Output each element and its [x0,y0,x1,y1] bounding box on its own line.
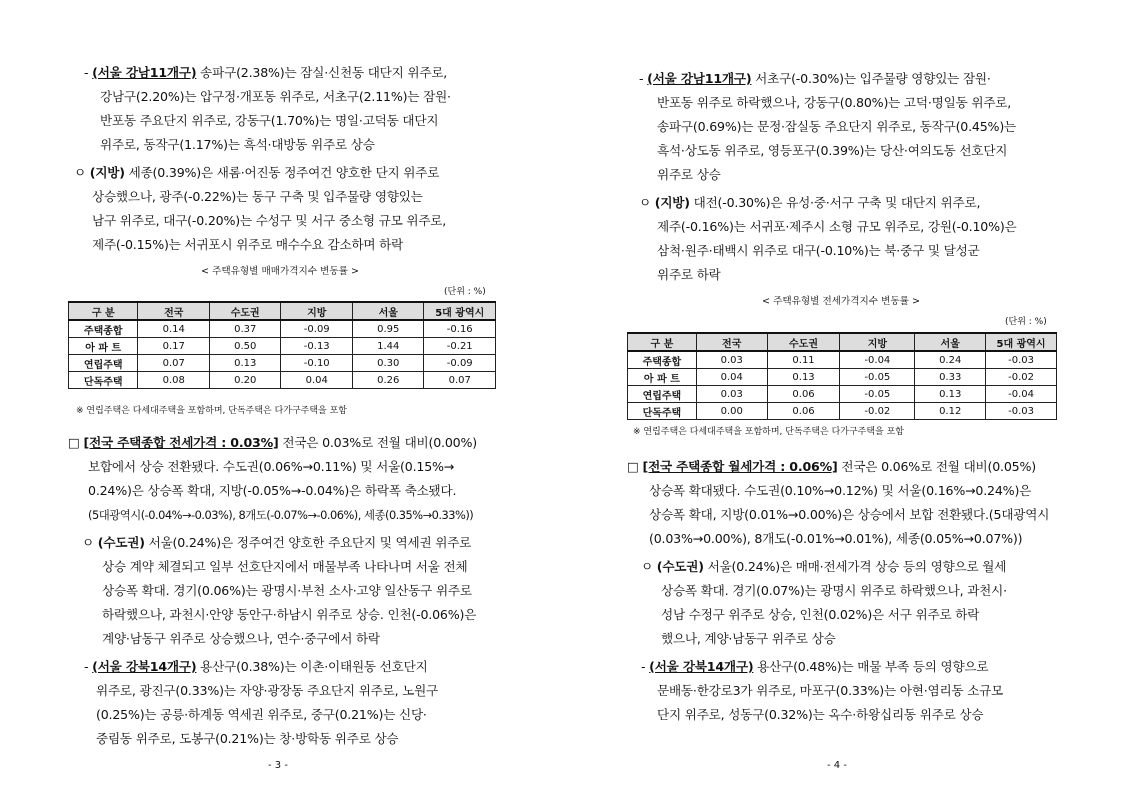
text-line: (0.25%)는 공릉·하계동 역세권 위주로, 중구(0.21%)는 신당· [96,707,427,722]
table-cell: 0.95 [352,320,424,338]
text-line: 보합에서 상승 전환됐다. 수도권(0.06%→0.11%) 및 서울(0.15%→ [88,459,455,474]
text-line: 단지 위주로, 성동구(0.32%)는 옥수·하왕십리동 위주로 상승 [657,707,984,722]
table-cell: 0.13 [767,369,840,386]
text-line: 위주로 하락 [657,267,721,282]
header-cell: 구 분 [69,302,138,320]
page-number: - 3 - [268,760,288,771]
table-cell: 0.14 [138,320,210,338]
page-4 [561,0,1121,793]
table-cell: 0.07 [138,355,210,372]
table-header-row [628,333,1057,351]
table-cell: 0.24 [915,351,986,369]
table-row [69,338,496,355]
text-line: 0.24%)은 상승폭 확대, 지방(-0.05%→-0.04%)은 하락폭 축소됐다. [88,483,457,498]
text-line: 하락했으나, 과천시·안양 동안구·하남시 위주로 상승. 인천(-0.06%)은 [102,607,477,622]
table-cell: 0.08 [138,372,210,389]
table-cell: 0.04 [696,369,767,386]
header-cell: 전국 [138,302,210,320]
text-line: 상승했으나, 광주(-0.22%)는 동구 구축 및 입주물량 영향있는 [92,189,423,204]
header-cell: 구 분 [628,333,697,351]
table-cell: 0.37 [209,320,281,338]
text-line: 위주로 상승 [657,167,721,182]
table-cell: -0.21 [424,338,496,355]
table-cell: 0.06 [767,386,840,403]
row-label: 연립주택 [69,355,138,372]
table-caption: < 주택유형별 전세가격지수 변동률 > [761,296,921,307]
header-cell: 수도권 [209,302,281,320]
text-line: 반포동 주요단지 위주로, 강동구(1.70%)는 명일·고덕동 대단지 [100,113,439,128]
table-cell: 1.44 [352,338,424,355]
text-line: 성남 수정구 위주로 상승, 인천(0.02%)은 서구 위주로 하락 [661,607,980,622]
jeonse-price-table [627,332,1057,420]
table-row [628,386,1057,403]
text-line: □ [전국 주택종합 전세가격 : 0.03%] 전국은 0.03%로 전월 대비(0.00%) [68,435,477,450]
table-cell: -0.16 [424,320,496,338]
table-cell: 0.26 [352,372,424,389]
table-cell: 0.11 [767,351,840,369]
text-line: 상승폭 확대됐다. 수도권(0.10%→0.12%) 및 서울(0.16%→0.24%)은 [649,483,1032,498]
header-cell: 지방 [281,302,353,320]
table-cell: 0.13 [209,355,281,372]
row-label: 연립주택 [628,386,697,403]
table-cell: -0.02 [840,403,915,420]
text-line: 제주(-0.16%)는 서귀포·제주시 소형 규모 위주로, 강원(-0.10%)은 [657,219,1017,234]
text-line: ㅇ (수도권) 서울(0.24%)은 정주여건 양호한 주요단지 및 역세권 위주로 [82,535,472,550]
row-label: 아 파 트 [628,369,697,386]
table-row [628,403,1057,420]
text-line: 송파구(0.69%)는 문정·잠실동 주요단지 위주로, 동작구(0.45%)는 [657,119,1016,134]
row-label: 아 파 트 [69,338,138,355]
table-row [69,372,496,389]
sale-price-table [68,301,496,389]
table-row [69,320,496,338]
header-cell: 전국 [696,333,767,351]
text-line: 계양·남동구 위주로 상승했으나, 연수·중구에서 하락 [102,631,380,646]
table-cell: -0.05 [840,369,915,386]
row-label: 단독주택 [69,372,138,389]
text-line: (0.03%→0.00%), 8개도(-0.01%→0.01%), 세종(0.05%→0.07%)) [649,531,1023,546]
table-row [628,351,1057,369]
text-line: 흑석·상도동 위주로, 영등포구(0.39%)는 당산·여의도동 선호단지 [657,143,1008,158]
page-3 [0,0,560,793]
table-cell: -0.09 [424,355,496,372]
text-line: 상승 계약 체결되고 일부 선호단지에서 매물부족 나타나며 서울 전체 [102,559,468,574]
text-line: - (서울 강남11개구) 송파구(2.38%)는 잠실·신천동 대단지 위주로, [84,65,448,80]
text-line: 중림동 위주로, 도봉구(0.21%)는 창·방학동 위주로 상승 [96,731,399,746]
text-line: - (서울 강북14개구) 용산구(0.48%)는 매물 부족 등의 영향으로 [641,659,989,674]
text-line: 문배동·한강로3가 위주로, 마포구(0.33%)는 아현·염리동 소규모 [657,683,1004,698]
page-number: - 4 - [827,760,847,771]
table-cell: 0.30 [352,355,424,372]
header-cell: 5대 광역시 [424,302,496,320]
table-cell: -0.03 [986,351,1057,369]
table-cell: 0.13 [915,386,986,403]
table-note: ※ 연립주택은 다세대주택을 포함하며, 단독주택은 다가구주택을 포함 [633,427,905,437]
header-cell: 수도권 [767,333,840,351]
text-line: 제주(-0.15%)는 서귀포시 위주로 매수수요 감소하며 하락 [92,237,404,252]
table-caption: < 주택유형별 매매가격지수 변동률 > [200,266,360,277]
text-line: 했으나, 계양·남동구 위주로 상승 [661,631,836,646]
table-cell: -0.02 [986,369,1057,386]
text-line: - (서울 강남11개구) 서초구(-0.30%)는 입주물량 영향있는 잠원· [639,71,991,86]
text-line: 삼척·원주·태백시 위주로 대구(-0.10%)는 북·중구 및 달성군 [657,243,980,258]
table-unit: (단위 : %) [1005,317,1047,327]
table-cell: -0.04 [840,351,915,369]
row-label: 주택종합 [69,320,138,338]
table-cell: -0.03 [986,403,1057,420]
table-cell: 0.00 [696,403,767,420]
text-line: (5대광역시(-0.04%→-0.03%), 8개도(-0.07%→-0.06%), 세종(0.35%→0.33%)) [88,508,474,522]
text-line: 강남구(2.20%)는 압구정·개포동 위주로, 서초구(2.11%)는 잠원· [100,89,451,104]
table-cell: 0.20 [209,372,281,389]
table-cell: 0.04 [281,372,353,389]
text-line: 상승폭 확대. 경기(0.06%)는 광명시·부천 소사·고양 일산동구 위주로 [102,583,472,598]
text-line: ㅇ (지방) 세종(0.39%)은 새롬·어진동 정주여건 양호한 단지 위주로 [74,165,440,180]
text-line: 남구 위주로, 대구(-0.20%)는 수성구 및 서구 중소형 규모 위주로, [92,213,447,228]
table-cell: -0.13 [281,338,353,355]
row-label: 주택종합 [628,351,697,369]
row-label: 단독주택 [628,403,697,420]
text-line: 상승폭 확대, 지방(0.01%→0.00%)은 상승에서 보합 전환됐다.(5대광역시 [649,507,1050,522]
table-cell: 0.03 [696,351,767,369]
text-line: □ [전국 주택종합 월세가격 : 0.06%] 전국은 0.06%로 전월 대비(0.05%) [627,459,1036,474]
table-row [628,369,1057,386]
table-cell: 0.12 [915,403,986,420]
text-line: 위주로, 동작구(1.17%)는 흑석·대방동 위주로 상승 [100,137,375,152]
text-line: 반포동 위주로 하락했으나, 강동구(0.80%)는 고덕·명일동 위주로, [657,95,1012,110]
table-cell: 0.50 [209,338,281,355]
table-cell: 0.03 [696,386,767,403]
text-line: 상승폭 확대. 경기(0.07%)는 광명시 위주로 하락했으나, 과천시· [661,583,1007,598]
table-header-row [69,302,496,320]
table-cell: -0.05 [840,386,915,403]
table-cell: -0.09 [281,320,353,338]
header-cell: 서울 [352,302,424,320]
header-cell: 지방 [840,333,915,351]
header-cell: 5대 광역시 [986,333,1057,351]
table-cell: 0.07 [424,372,496,389]
header-cell: 서울 [915,333,986,351]
table-cell: 0.33 [915,369,986,386]
text-line: ㅇ (지방) 대전(-0.30%)은 유성·중·서구 구축 및 대단지 위주로, [639,195,981,210]
table-unit: (단위 : %) [444,287,486,297]
text-line: ㅇ (수도권) 서울(0.24%)은 매매·전세가격 상승 등의 영향으로 월세 [641,559,1007,574]
table-cell: -0.04 [986,386,1057,403]
table-note: ※ 연립주택은 다세대주택을 포함하며, 단독주택은 다가구주택을 포함 [76,406,348,416]
table-cell: -0.10 [281,355,353,372]
text-line: - (서울 강북14개구) 용산구(0.38%)는 이촌·이태원동 선호단지 [84,659,428,674]
table-cell: 0.06 [767,403,840,420]
table-row [69,355,496,372]
text-line: 위주로, 광진구(0.33%)는 자양·광장동 주요단지 위주로, 노원구 [96,683,439,698]
table-cell: 0.17 [138,338,210,355]
